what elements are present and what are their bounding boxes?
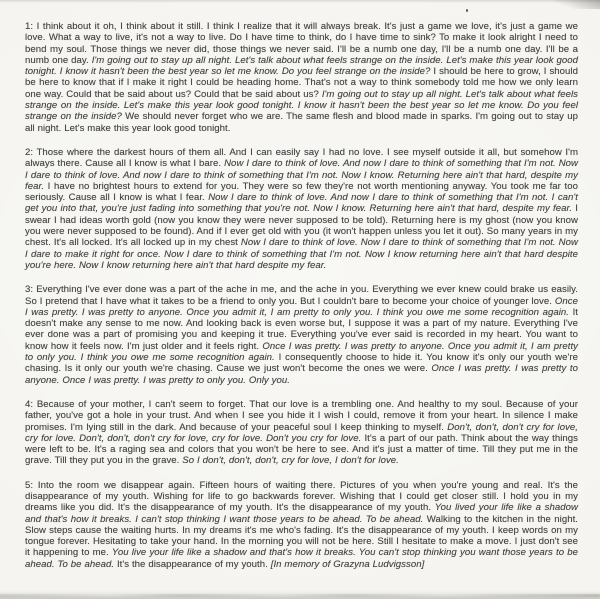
- lyric-segment-roman: 3: Everything I've ever done was a part of the ache in me, and the ache in you. Everything we ever knew could brake us easily. So I pretend that I have what it takes to be a friend to only you. But I couldn't bare to become your choice of younger love.: [25, 284, 578, 307]
- lyric-segment-italic: You live your life like a shadow and that's how it breaks. You can't stop thinking you want those years to be ahead. To be ahead.: [25, 547, 578, 570]
- lyric-segment-italic: Once I was pretty. I was pretty to anyone. Once I was pretty. I was pretty to only you. Only you.: [25, 363, 578, 386]
- lyric-segment-italic: Don't, don't, don't cry for love, cry for love. Don't, don't, don't cry for love, cry for love. Don't you cry for love.: [25, 421, 578, 444]
- lyric-segment-italic: [In memory of Grazyna Ludvigsson]: [270, 558, 425, 570]
- lyric-segment-roman: It's the disappearance of my youth.: [116, 558, 271, 570]
- lyric-segment-italic: I'm going out to stay up all night. Let's talk about what feels strange on the inside. Let's make this year look good tonight. I know it hasn't been the best year so let me know. Do you feel strange on the inside?: [25, 88, 578, 123]
- lyric-segment-roman: I swear I had ideas worth gold (now you know they were never supposed to be told). Returning here is my ghost (now you know you were never supposed to be found). And if I ever get old with you (it won't happen unless you let it out). So many years in my chest. It's all locked. It's all locked up in my chest: [25, 203, 578, 249]
- lyric-segment-italic: Now I dare to think of love. And now I dare to think of something that I'm not. I can't get you into that, you're just fading into something that you're not. Now I know. Returning here ain't that hard, despite my fear.: [25, 192, 578, 215]
- lyric-segment-roman: 5: Into the room we disappear again. Fifteen hours of waiting there. Pictures of you when you're young and real. It's the disappearance of my youth. Wishing for life to go backwards forever. Wishing that I could get closer still. I hold you in my dreams like you did. It's the disappearance of my youth. It's the disappearance of my youth.: [25, 479, 578, 514]
- scan-dust-speck: [466, 9, 468, 12]
- lyrics-paragraph-2: [25, 147, 578, 271]
- lyrics-text-block: [25, 21, 578, 583]
- lyric-segment-roman: 4: Because of your mother, I can't seem to forget. That our love is a trembling one. And healthy to my soul. Because of your father, you've got a hole in your trust. And when I see you hide it I wish I could, remove it from your heart. In silence I make promises. I'm lying still in the dark. And because of your peaceful soul I keep thinking to myself.: [25, 398, 578, 433]
- lyric-segment-roman: 1: I think about it oh, I think about it still. I think I realize that it will always break. It's just a game we love, it's just a game we love. What a way to live, it's not a way to live. Do I have time to think, do I have time to sink? To make it look alright I need to bend my soul. Those things we never did, those things we never said. I'll be a numb one day, I'll be a numb one day. I'll be a numb one day.: [25, 21, 578, 66]
- lyric-segment-roman: I have no brightest hours to extend for you. They were so few they're not worth mentioning anyway. You took me far too seriously. Cause all I know is what I fear.: [25, 180, 578, 204]
- lyrics-paragraph-3: [25, 284, 578, 386]
- lyric-segment-roman: 2: Those where the darkest hours of them all. And I can easily say I had no love. I see myself outside it all, but somehow I'm always there. Cause all I know is what I bare.: [25, 146, 578, 170]
- lyric-segment-italic: Now I dare to think of love. And now I dare to think of something that I'm not. Now I dare to think of love. And now I dare to think of something that I'm not. Now I know. Returning here ain't that hard, despite my fear.: [25, 158, 579, 192]
- lyric-segment-italic: Once I was pretty. I was pretty to anyone. Once you admit it, I am pretty to only you. I think you owe me some recognition again.: [25, 295, 578, 318]
- lyrics-paragraph-5: [25, 480, 578, 570]
- lyric-segment-italic: Now I dare to think of love. Now I dare to think of something that I'm not. Now I dare to make it right for once. Now I dare to think of something that I'm not. Now I know returning here ain't that hard despite you're here. Now I know returning here ain't that hard despite my fear.: [25, 237, 578, 271]
- scan-edge-shadow-bottom: [0, 594, 600, 597]
- lyric-segment-roman: It's a part of our path. Think about the way things were left to be. It's a raging sea and colors that you won't be here to see. And it's just a matter of time. Till they put me in the grave. Till they put you in the grave.: [25, 432, 578, 467]
- lyric-segment-roman: We should never forget who we are. The same flesh and blood made in sparks. I'm going out to stay up all night. Let's make this year look good tonight.: [25, 111, 578, 134]
- lyric-segment-roman: I should be here to grow, I should be here to know that if I make it right I could be heading home. That's not a way to think somebody told me how we only learn one way. Could that be said about us? Could that be said about us?: [25, 66, 578, 100]
- lyrics-paragraph-1: [25, 21, 578, 134]
- lyric-segment-roman: It doesn't make any sense to me now. And looking back is even worse but, I suppose it was a part of my nature. Everything I've ever done was a part of promising you and keeping it true. Everything you've ever said is recorded in my heart. You want to know how it feels now. I'm just older and it feels right.: [25, 306, 578, 352]
- lyric-segment-italic: Once I was pretty. I was pretty to anyone. Once you admit it, I am pretty to only you. I think you owe me some recognition again.: [25, 340, 578, 364]
- lyric-segment-roman: Walking to the kitchen in the night. Slow steps cause the waiting hurts. In my dreams it's me who's fading. It's the disappearance of my youth. I keep words on my tongue forever. Hesitating to take your hand. In the morning you will not be here. Still I hesitate to make a move. I just don't see it happening to me.: [25, 513, 578, 559]
- lyrics-paragraph-4: [25, 399, 578, 467]
- lyric-segment-italic: You lived your life like a shadow and that's how it breaks. I can't stop thinking I want those years to be ahead. To be ahead.: [25, 502, 578, 525]
- lyric-segment-italic: I'm going out to stay up all night. Let's talk about what feels strange on the inside. Let's make this year look good tonight. I know it hasn't been the best year so let me know. Do you feel strange on the inside?: [25, 54, 578, 78]
- lyric-segment-roman: I consequently choose to hide it. You know it's only our youth we're chasing. Is it only our youth we're chasing. Cause we just won't become the ones we were.: [25, 352, 578, 375]
- scan-edge-shadow-top-right: [554, 0, 600, 9]
- lyric-segment-italic: So I don't, don't, don't, cry for love, I don't for love.: [182, 455, 399, 467]
